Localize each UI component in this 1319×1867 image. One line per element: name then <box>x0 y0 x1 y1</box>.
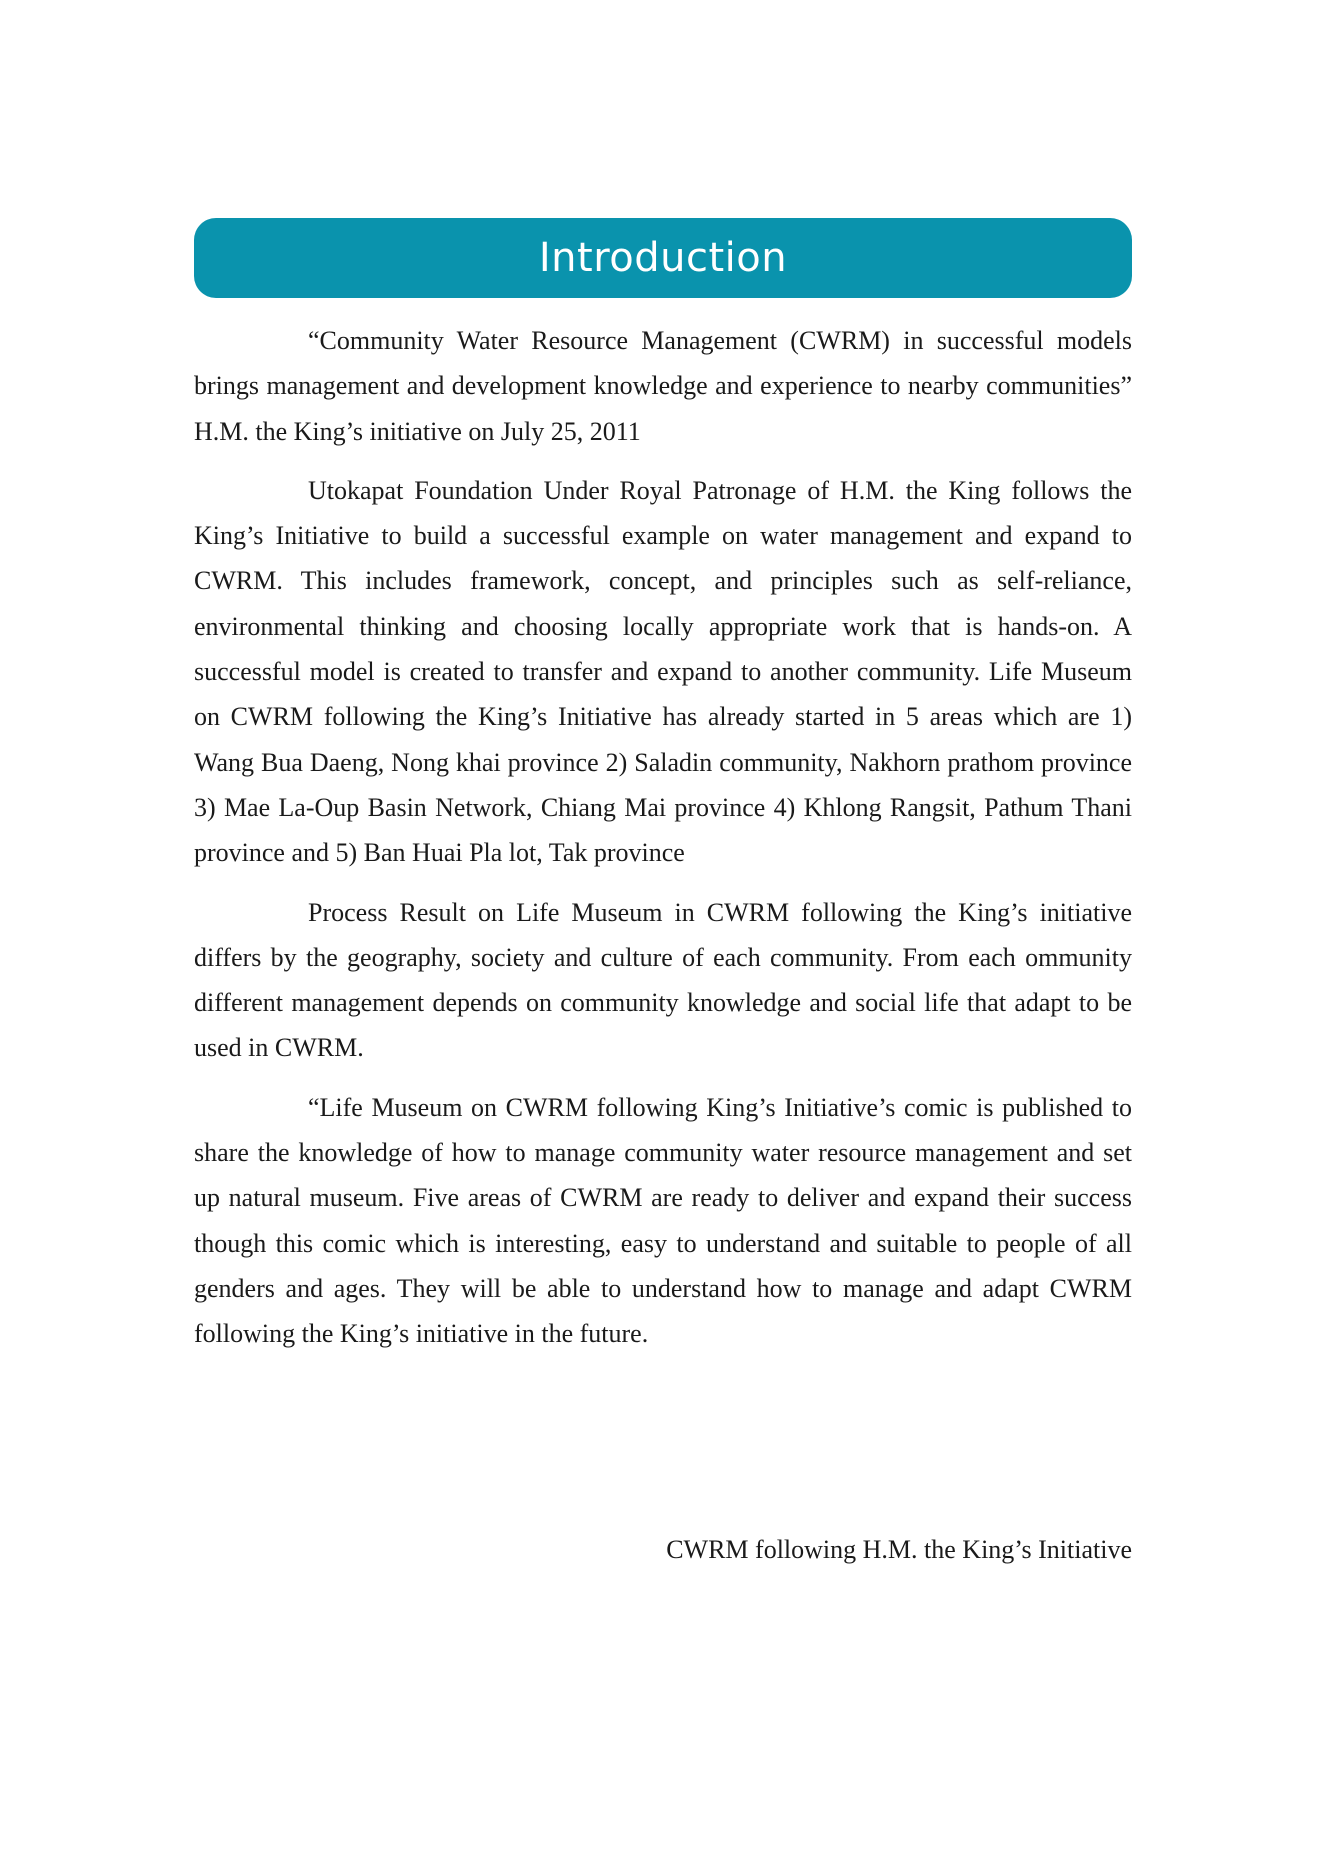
paragraph-process-result: Process Result on Life Museum in CWRM following the King’s initiative differs by the geography, society and culture of each community. From each ommunity different management depends on community knowledge and social life that adapt to be used in CWRM. <box>194 897 1132 1063</box>
title-banner <box>194 218 1132 298</box>
signature-line: CWRM following H.M. the King’s Initiative <box>666 1535 1132 1564</box>
body-text <box>194 318 1132 1357</box>
paragraph-comic: “Life Museum on CWRM following King’s Initiative’s comic is published to share the knowledge of how to manage community water resource management and set up natural museum. Five areas of CWRM are ready to deliver and expand their success though this comic which is interesting, easy to understand and suitable to people of all genders and ages. They will be able to understand how to manage and adapt CWRM following the King’s initiative in the future. <box>194 1092 1132 1349</box>
paragraph-foundation: Utokapat Foundation Under Royal Patronage of H.M. the King follows the King’s Initiative to build a successful example on water management and expand to CWRM. This includes framework, concept, and principles such as self-reliance, environmental thinking and choosing locally appropriate work that is hands-on. A successful model is created to transfer and expand to another community. Life Museum on CWRM following the King’s Initiative has already started in 5 areas which are 1) Wang Bua Daeng, Nong khai province 2) Saladin community, Nakhorn prathom province 3) Mae La-Oup Basin Network, Chiang Mai province 4) Khlong Rangsit, Pathum Thani province and 5) Ban Huai Pla lot, Tak province <box>194 475 1132 868</box>
page-title: Introduction <box>538 235 788 281</box>
introduction-section <box>194 218 1132 1371</box>
paragraph-quote: “Community Water Resource Management (CWRM) in successful models brings management and development knowledge and experience to nearby communities” H.M. the King’s initiative on July 25, 2011 <box>194 326 1132 446</box>
